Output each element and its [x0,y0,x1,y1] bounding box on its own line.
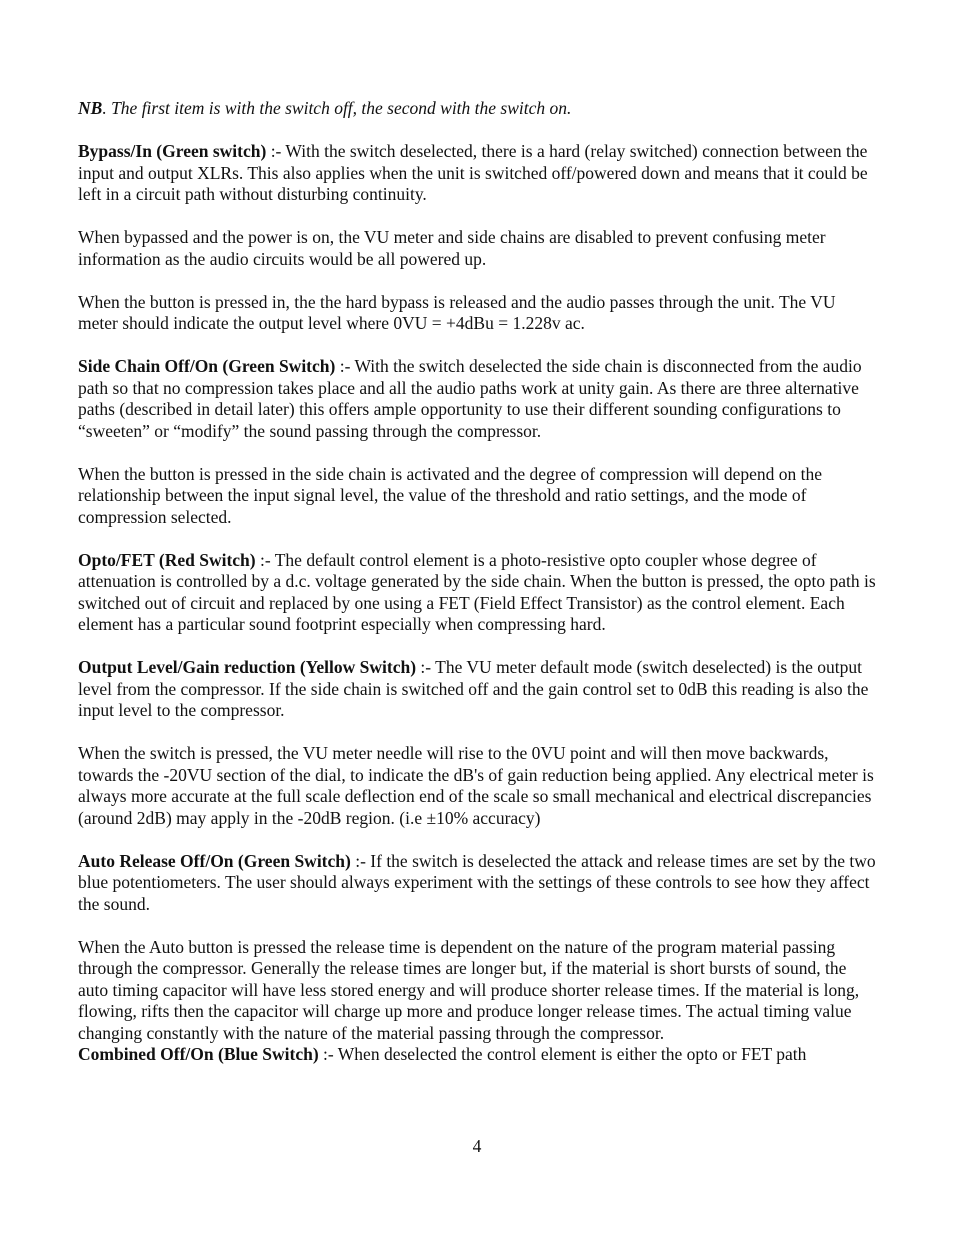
paragraph-combined [78,1044,878,1066]
paragraph-output-level-pressed [78,743,878,829]
paragraph-text: :- The default control element is a photo-resistive opto coupler whose degree of attenuation is controlled by a d.c. voltage generated by the side chain. When the button is pressed, the opto path is switched out of circuit and replaced by one using a FET (Field Effect Transistor) as the control element. Each element has a particular sound footprint especially when compressing hard. [78,549,876,634]
paragraph-lead: Output Level/Gain reduction (Yellow Switch) [78,657,417,677]
paragraph-bypass [78,141,878,206]
paragraph-bypass-power [78,227,878,270]
paragraph-text: When the button is pressed in, the the hard bypass is released and the audio passes through the unit. The VU meter should indicate the output level where 0VU = +4dBu = 1.228v ac. [78,291,836,333]
nb-note [78,98,878,120]
paragraph-text: :- If the switch is deselected the attack and release times are set by the two blue potentiometers. The user should always experiment with the settings of these controls to see how they affect the sound. [78,850,876,914]
nb-label: NB [78,98,103,118]
paragraph-text: :- With the switch deselected the side chain is disconnected from the audio path so that no compression takes place and all the audio paths work at unity gain. As there are three alternative paths (described in detail later) this offers ample opportunity to use their different sounding configurations to “sweeten” or “modify” the sound passing through the compressor. [78,356,862,441]
paragraph-auto-release [78,851,878,916]
paragraph-text: :- The VU meter default mode (switch deselected) is the output level from the compressor. If the side chain is switched off and the gain control set to 0dB this reading is also the input level to the compressor. [78,657,869,720]
paragraph-side-chain-pressed [78,464,878,529]
paragraph-lead: Opto/FET (Red Switch) [78,549,256,570]
paragraph-side-chain [78,356,878,442]
paragraph-output-level [78,657,878,722]
document-page [78,98,878,1066]
paragraph-text: When bypassed and the power is on, the VU meter and side chains are disabled to prevent confusing meter information as the audio circuits would be all powered up. [78,227,826,269]
paragraph-bypass-pressed [78,292,878,335]
paragraph-auto-release-pressed [78,937,878,1045]
page-number: 4 [472,1136,482,1156]
paragraph-text: :- When deselected the control element is either the opto or FET path [318,1044,807,1064]
paragraph-text: When the switch is pressed, the VU meter needle will rise to the 0VU point and will then move backwards, towards the -20VU section of the dial, to indicate the dB's of gain reduction being applied. Any electrical meter is always more accurate at the full scale deflection end of the scale so small mechanical and electrical discrepancies (around 2dB) may apply in the -20dB region. (i.e ±10% accuracy) [78,743,874,828]
paragraph-text: When the Auto button is pressed the release time is dependent on the nature of the program material passing through the compressor. Generally the release times are longer but, if the material is short bursts of sound, the auto timing capacitor will have less stored energy and will produce shorter release times. If the material is long, flowing, rifts then the capacitor will charge up more and produce longer release times. The actual timing value changing constantly with the nature of the material passing through the compressor. [78,936,860,1043]
paragraph-text: :- With the switch deselected, there is a hard (relay switched) connection between the input and output XLRs. This also applies when the unit is switched off/powered down and means that it could be left in a circuit path without disturbing continuity. [78,141,868,204]
paragraph-lead: Bypass/In (Green switch) [78,141,267,161]
paragraph-opto-fet [78,550,878,636]
paragraph-text: When the button is pressed in the side chain is activated and the degree of compression will depend on the relationship between the input signal level, the value of the threshold and ratio settings, and the mode of compression selected. [78,463,823,527]
paragraph-lead: Combined Off/On (Blue Switch) [78,1044,319,1064]
paragraph-lead: Side Chain Off/On (Green Switch) [78,356,336,376]
nb-text: . The first item is with the switch off, the second with the switch on. [102,98,572,118]
paragraph-lead: Auto Release Off/On (Green Switch) [78,850,351,871]
